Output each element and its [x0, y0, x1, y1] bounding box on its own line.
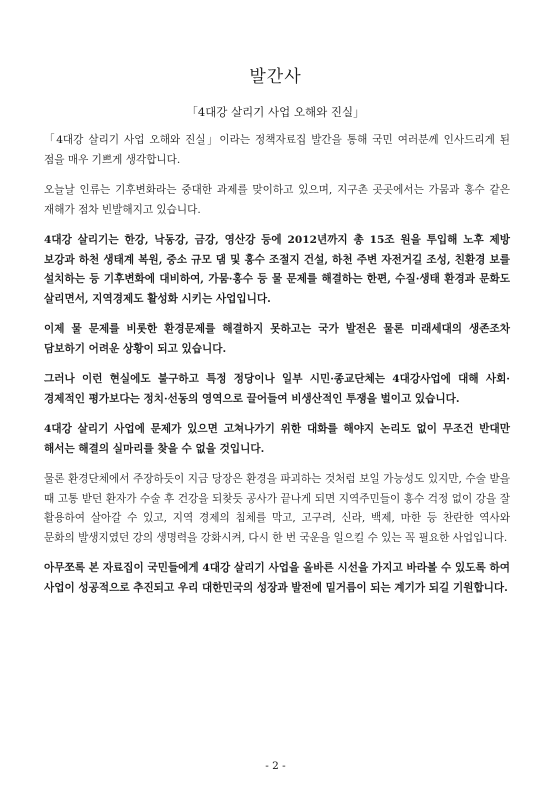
page-title: 발간사: [249, 67, 302, 87]
document-body: [44, 131, 510, 609]
paragraph-opposition: 그러나 이런 현실에도 불구하고 특정 정당이나 일부 시민·종교단체는 4대강사업에 대해 사회·경제적인 평가보다는 정치·선동의 영역으로 끌어들여 비생산적인 투쟁을 벌이고 있습니다.: [44, 373, 510, 405]
paragraph-closing: 아무쪼록 본 자료집이 국민들에게 4대강 살리기 사업을 올바른 시선을 가지고 바라볼 수 있도록 하여 사업이 성공적으로 추진되고 우리 대한민국의 성장과 발전에 밑거름이 되는 계기가 되길 기원합니다.: [44, 562, 510, 594]
page-subtitle: 「4대강 살리기 사업 오해와 진실」: [186, 105, 365, 119]
paragraph-environment: 이제 물 문제를 비롯한 환경문제를 해결하지 못하고는 국가 발전은 물론 미래세대의 생존조차 담보하기 어려운 상황이 되고 있습니다.: [44, 323, 510, 355]
paragraph-dialogue: 4대강 살리기 사업에 문제가 있으면 고쳐나가기 위한 대화를 해야지 논리도 없이 무조건 반대만 해서는 해결의 실마리를 찾을 수 없을 것입니다.: [44, 423, 510, 455]
paragraph-surgery-analogy: 물론 환경단체에서 주장하듯이 지금 당장은 환경을 파괴하는 것처럼 보일 가능성도 있지만, 수술 받을 때 고통 받던 환자가 수술 후 건강을 되찾듯 공사가 끝나게 되면 지역주민들이 홍수 걱정 없이 강을 잘 활용하여 살아갈 수 있고, 지역 경제의 침체를 막고, 고구려, 신라, 백제, 마한 등 찬란한 역사와 문화의 발생지였던 강의 생명력을 강화시켜, 다시 한 번 국운을 일으킬 수 있는 꼭 필요한 사업입니다.: [44, 473, 510, 544]
paragraph-project-summary: 4대강 살리기는 한강, 낙동강, 금강, 영산강 등에 2012년까지 총 15조 원을 투입해 노후 제방 보강과 하천 생태계 복원, 중소 규모 댐 및 홍수 조절지 건설, 하천 주변 자전거길 조성, 친환경 보를 설치하는 등 기후변화에 대비하여, 가뭄·홍수 등 물 문제를 해결하는 한편, 수질·생태 환경과 문화도 살리면서, 지역경제도 활성화 시키는 사업입니다.: [44, 234, 510, 305]
page-number: - 2 -: [265, 760, 286, 772]
paragraph-intro: 「4대강 살리기 사업 오해와 진실」이라는 정책자료집 발간을 통해 국민 여러분께 인사드리게 된 점을 매우 기쁘게 생각합니다.: [44, 134, 510, 166]
paragraph-climate: 오늘날 인류는 기후변화라는 중대한 과제를 맞이하고 있으며, 지구촌 곳곳에서는 가뭄과 홍수 같은 재해가 점차 빈발해지고 있습니다.: [44, 184, 510, 216]
